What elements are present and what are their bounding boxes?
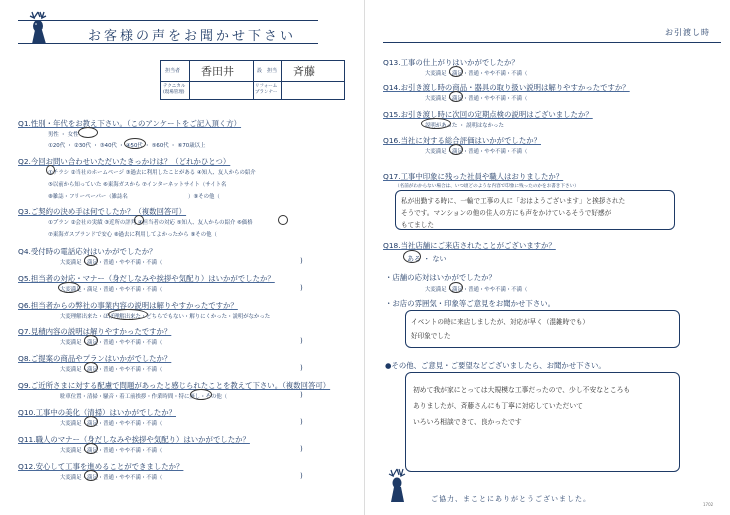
q6-circle xyxy=(108,309,148,320)
q6-text: Q6.担当者からの弊社の事業内容の説明は解りやすかったですか？ xyxy=(18,301,238,310)
q11-circle xyxy=(84,443,98,454)
q1-text: Q1.性別・年代をお教え下さい。（このアンケートをご記入頂く方） xyxy=(18,119,242,128)
q12-close: ) xyxy=(300,472,303,480)
q2-row3b[interactable]: ）⑨その他（ xyxy=(188,194,220,200)
q10-scale[interactable]: 大変満足・満足・普通・やや不満・不満（ xyxy=(60,421,163,427)
page-title: お客様の声をお聞かせ下さい xyxy=(88,29,297,44)
q15-scale[interactable]: 説明があった ・ 説明はなかった xyxy=(425,123,504,129)
q8-scale[interactable]: 大変満足・満足・普通・やや不満・不満（ xyxy=(60,367,163,373)
sales-value: 香田井 xyxy=(201,65,234,78)
q18-options[interactable]: ある ・ ない xyxy=(407,255,447,263)
q18-shop-circle xyxy=(449,282,463,293)
q5-circle xyxy=(58,282,80,293)
design-label: 設 xyxy=(257,68,263,74)
q14-circle xyxy=(449,91,463,102)
q16-circle xyxy=(449,144,463,155)
q5-text: Q5.担当者の対応・マナー（身だしなみや挨拶や気配り）はいかがでしたか？ xyxy=(18,274,275,283)
handover-label: お引渡し時 xyxy=(665,28,710,37)
footer-thanks: ご協力、まことにありがとうございました。 xyxy=(431,495,591,503)
reform-label: リフォーム プランナー xyxy=(255,84,278,95)
q3-text: Q3.ご契約の決め手は何でしたか？（複数回答可） xyxy=(18,207,187,216)
q2-circle xyxy=(46,165,55,175)
comments-line3: いろいろ相談できて、良かったです xyxy=(413,418,522,426)
header-rule xyxy=(383,42,721,43)
q18-circle xyxy=(403,250,421,263)
q10-circle xyxy=(84,416,98,427)
q17-note: （名前がわからない場合は、いつ頃どのような内容で印象に残ったのかをお書き下さい） xyxy=(395,184,579,189)
q18-shop-question: ・店舗の応対はいかがでしたか？ xyxy=(385,273,496,282)
staff-table xyxy=(160,60,345,100)
q11-scale[interactable]: 大変満足・満足・普通・やや不満・不満（ xyxy=(60,448,163,454)
design-role-label: 担当 xyxy=(267,68,278,74)
sales-label: 担当者 xyxy=(165,68,181,74)
q9-circle xyxy=(190,389,212,400)
q2-row3[interactable]: ⑧雑誌・フリーペーパー（雑誌名 xyxy=(48,194,128,200)
comments-line2: ありましたが、斉藤さんにも丁寧に対応していただいて xyxy=(413,402,583,410)
q5-close: ) xyxy=(300,284,303,292)
design-value: 斉藤 xyxy=(293,65,315,78)
q15-circle xyxy=(421,118,451,129)
q16-text: Q16.当社に対する総合評価はいかがでしたか？ xyxy=(383,136,541,145)
q7-text: Q7.見積内容の説明は解りやすかったですか？ xyxy=(18,327,172,336)
q12-circle xyxy=(84,470,98,481)
q4-circle xyxy=(84,255,98,266)
q14-text: Q14.お引き渡し時の商品・器具の取り扱い説明は解りやすかったですか？ xyxy=(383,83,630,92)
q17-answer-line1: 私が出勤する時に、一輪で工事の人に「おはようございます」と挨拶された xyxy=(401,197,626,205)
q10-close: ) xyxy=(300,418,303,426)
q17-answer-line2: そうです。マンションの他の住人の方にも声をかけているそうで好感が xyxy=(401,209,612,217)
q5-scale[interactable]: 大変満足・満足・普通・やや不満・不満（ xyxy=(60,287,163,293)
q1-gender-circle xyxy=(78,127,98,138)
q18-impression-line2: 好印象でした xyxy=(411,332,451,340)
q3-row2[interactable]: ⑦東海ガスブランドで安心 ⑧過去に利用してよかったから ⑨その他（ xyxy=(48,232,217,238)
q2-text: Q2.今回お問い合わせいただいたきっかけは？（どれかひとつ） xyxy=(18,157,231,166)
q18-shop-scale[interactable]: 大変満足・満足・普通・やや不満・不満（ xyxy=(425,287,528,293)
q14-scale[interactable]: 大変満足・満足・普通・やや不満・不満（ xyxy=(425,96,528,102)
q11-text: Q11.職人のマナー（身だしなみや挨拶や気配り）はいかがでしたか？ xyxy=(18,435,250,444)
q3-circle-b xyxy=(278,215,288,225)
q8-circle xyxy=(84,362,98,373)
q15-text: Q15.お引き渡し時に次回の定期点検の説明はございましたか？ xyxy=(383,110,593,119)
q3-circle-a xyxy=(134,215,144,225)
q18-impression-question: ・お店の雰囲気・印象等ご意見をお聞かせ下さい。 xyxy=(385,299,555,308)
q11-close: ) xyxy=(300,445,303,453)
q9-text: Q9.ご近所さまに対する配慮で問題があったと感じられたことを教えて下さい。（複数回答可） xyxy=(18,381,331,390)
q13-text: Q13.工事の仕上がりはいかがでしたか？ xyxy=(383,58,519,67)
q2-row1[interactable]: ①チラシ ②当社のホームページ ③過去に利用したことがある ④知人、友人からの紹介 xyxy=(48,170,256,176)
deer-footer-icon xyxy=(385,466,411,504)
q7-circle xyxy=(84,335,98,346)
q12-scale[interactable]: 大変満足・満足・普通・やや不満・不満（ xyxy=(60,475,163,481)
q17-text: Q17.工事中印象に残った社員や職人はおりましたか？ xyxy=(383,172,564,181)
right-page xyxy=(365,0,730,515)
q9-scale[interactable]: 駐車位置・清掃・騒音・着工前挨拶・作業時間・特に無し・その他（ xyxy=(60,394,228,400)
q4-text: Q4.受付時の電話応対はいかがでしたか？ xyxy=(18,247,157,256)
techno-label: テクニカル (現場管理) xyxy=(163,84,186,95)
q18-text: Q18.当社店舗にご来店されたことがございますか？ xyxy=(383,241,556,250)
form-code: 1702 xyxy=(703,502,714,507)
comments-line1: 初めて我が家にとっては大規模な工事だったので、少し不安なところも xyxy=(413,386,631,394)
q12-text: Q12.安心して工事を進めることができましたか？ xyxy=(18,462,184,471)
q8-close: ) xyxy=(300,364,303,372)
q17-answer-line3: もてました xyxy=(401,221,434,229)
q13-circle xyxy=(449,66,463,77)
comments-label: ●その他、ご意見・ご要望などございましたら、お聞かせ下さい。 xyxy=(385,361,606,370)
q9-close: ) xyxy=(300,391,303,399)
q16-scale[interactable]: 大変満足・満足・普通・やや不満・不満（ xyxy=(425,149,528,155)
q8-text: Q8.ご提案の商品やプランはいかがでしたか？ xyxy=(18,354,172,363)
q7-close: ) xyxy=(300,337,303,345)
q13-scale[interactable]: 大変満足・満足・普通・やや不満・不満（ xyxy=(425,71,528,77)
q18-impression-line1: イベントの時に来店しましたが、対応が早く（混雑時でも） xyxy=(411,318,590,326)
q1-age-circle xyxy=(124,138,146,149)
q2-row2[interactable]: ⑤以前から知っていた ⑥東海ガスから ⑦インターネットサイト（サイト名 xyxy=(48,182,227,188)
q4-scale[interactable]: 大変満足・満足・普通・やや不満・不満（ xyxy=(60,260,163,266)
q4-close: ) xyxy=(300,257,303,265)
q6-scale[interactable]: 大変理解出来た・ほぼ理解出来た・どちらでもない・解りにくかった・説明がなかった xyxy=(60,314,271,320)
q10-text: Q10.工事中の美化（清掃）はいかがでしたか？ xyxy=(18,408,176,417)
q3-row1[interactable]: ①プラン ②会社の実績 ③近所の評判 ④担当者の対応 ⑤知人、友人からの紹介 ⑥価格 xyxy=(48,220,253,226)
q7-scale[interactable]: 大変満足・満足・普通・やや不満・不満（ xyxy=(60,340,163,346)
q1-gender[interactable]: 男性 ・ 女性 xyxy=(48,132,79,138)
q1-ages[interactable]: ①20代 ・ ②30代 ・ ③40代 ・ ④50代 ・ ⑤60代 ・ ⑥70歳以上 xyxy=(48,143,206,149)
title-banner xyxy=(18,20,318,44)
